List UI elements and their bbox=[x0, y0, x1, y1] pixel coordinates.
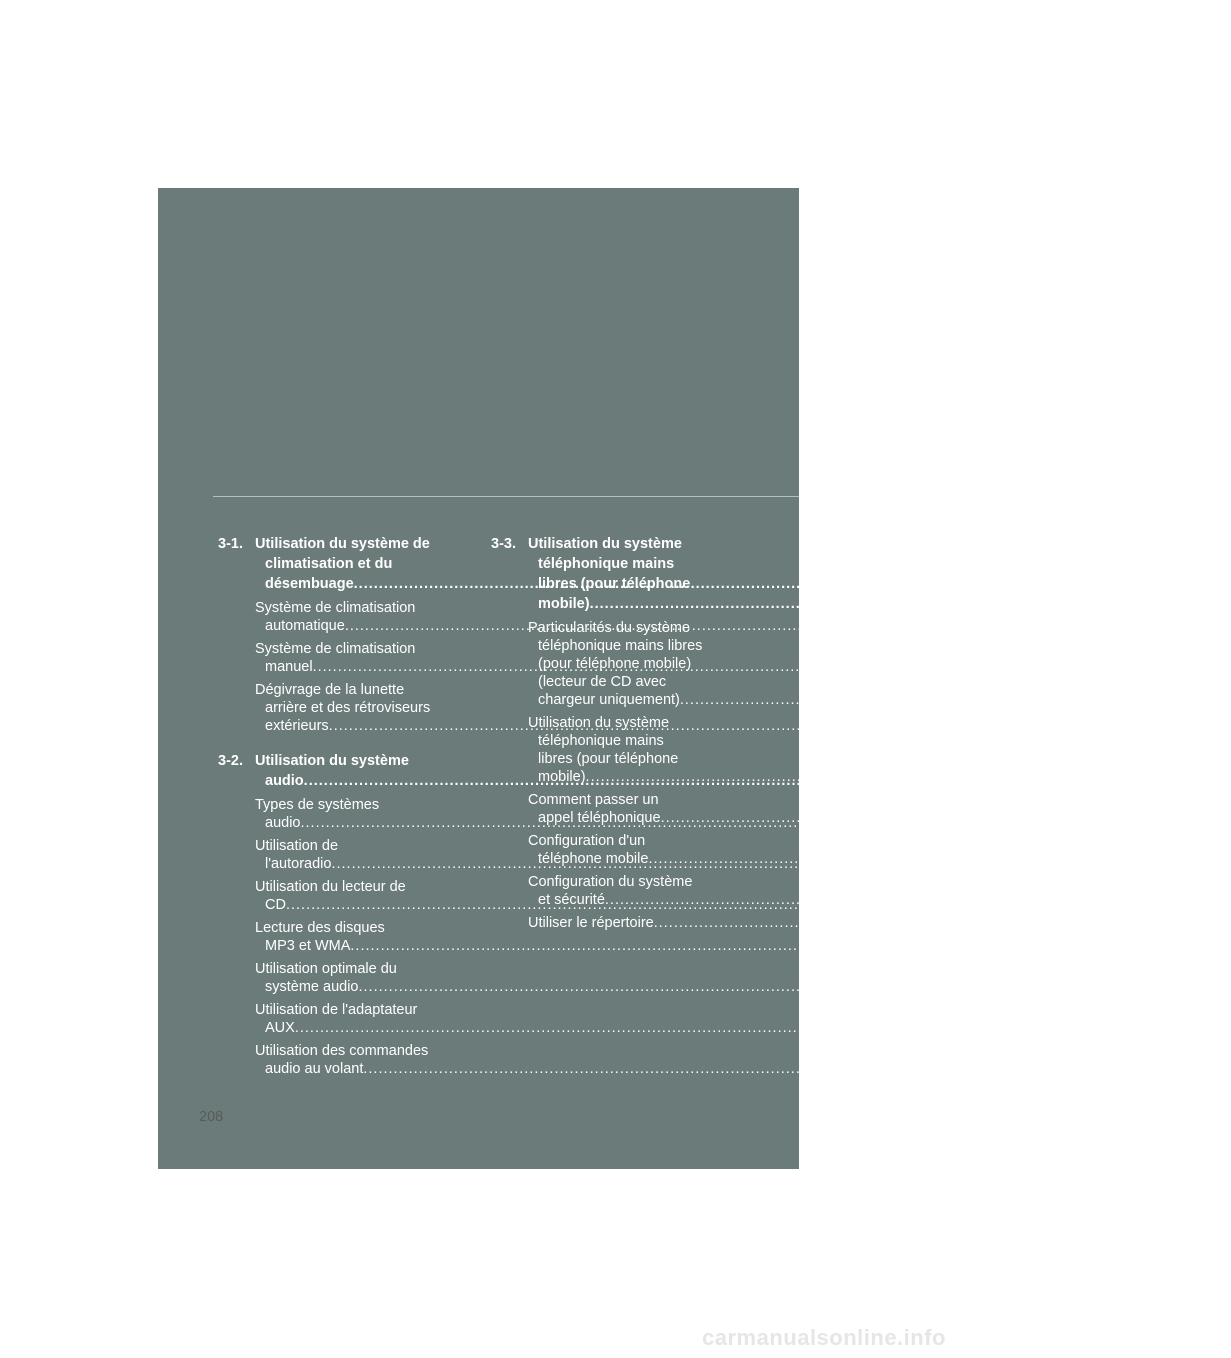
entry-line: téléphonique mains bbox=[538, 733, 664, 749]
dot-leader bbox=[586, 769, 1109, 785]
entry-page-number: 229 bbox=[858, 856, 883, 872]
entry-line: chargeur uniquement) bbox=[538, 692, 680, 708]
entry-page-number: 282 bbox=[1131, 892, 1157, 908]
section-title-row bbox=[528, 594, 1141, 614]
entry-line: Utilisation optimale du bbox=[255, 961, 397, 977]
entry-line: CD bbox=[265, 897, 286, 913]
entry-line: Lecture des disques bbox=[255, 920, 385, 936]
entry-page-number: 253 bbox=[821, 1020, 847, 1036]
entry-page-number: 226 bbox=[827, 815, 852, 831]
page-number: 208 bbox=[199, 1109, 224, 1125]
entry-line: Configuration du système bbox=[528, 874, 693, 890]
dot-leader bbox=[605, 892, 1128, 908]
entry-line: Configuration d'un bbox=[528, 833, 646, 849]
entry-row bbox=[255, 1060, 915, 1078]
entry-row bbox=[528, 914, 1205, 932]
section-title-line: audio bbox=[265, 773, 304, 789]
entry-line: Particularités du système bbox=[528, 620, 690, 636]
entry-line: Utilisation du lecteur de bbox=[255, 879, 406, 895]
section-number: 3-1. bbox=[218, 536, 243, 552]
section-page-number: 226 bbox=[830, 773, 855, 789]
watermark: carmanualsonline.info bbox=[702, 1325, 946, 1350]
section-title-line: libres (pour téléphone bbox=[538, 576, 691, 592]
entry-line: Utilisation du système bbox=[528, 715, 670, 731]
entry-line: Utilisation de bbox=[255, 838, 339, 854]
section-title-line: mobile) bbox=[538, 596, 590, 612]
section-title-line: désembuage bbox=[265, 576, 354, 592]
divider-line bbox=[213, 496, 799, 497]
entry-page-number: 235 bbox=[812, 897, 838, 913]
toc-entry[interactable] bbox=[528, 914, 1205, 932]
entry-line: arrière et des rétroviseurs bbox=[265, 700, 431, 716]
section-title-line: téléphonique mains bbox=[538, 556, 675, 572]
entry-page-number: 224 bbox=[855, 718, 880, 734]
section-number: 3-3. bbox=[491, 536, 516, 552]
entry-line: MP3 et WMA bbox=[265, 938, 351, 954]
dot-leader bbox=[295, 1020, 818, 1036]
dot-leader bbox=[359, 979, 882, 995]
entry-line: Types de systèmes bbox=[255, 797, 380, 813]
entry-line: téléphonique mains libres bbox=[538, 638, 703, 654]
section-page-number: 257 bbox=[1116, 596, 1141, 612]
entry-row bbox=[255, 978, 910, 996]
entry-line: Comment passer un bbox=[528, 792, 659, 808]
section-number: 3-2. bbox=[218, 753, 243, 769]
entry-row bbox=[528, 691, 1231, 709]
entry-line: audio bbox=[265, 815, 301, 831]
entry-line: automatique bbox=[265, 618, 345, 634]
section-title-line: Utilisation du système bbox=[255, 753, 409, 769]
toc-entry[interactable] bbox=[255, 1042, 915, 1078]
toc-entry[interactable] bbox=[255, 960, 910, 996]
entry-line: libres (pour téléphone bbox=[538, 751, 679, 767]
entry-row bbox=[255, 937, 902, 955]
entry-page-number: 277 bbox=[1175, 851, 1200, 867]
entry-page-number: 262 bbox=[1112, 769, 1137, 785]
entry-page-number: 210 bbox=[871, 618, 896, 634]
section-title-line: Utilisation du système de bbox=[255, 536, 430, 552]
entry-line: l'autoradio bbox=[265, 856, 332, 872]
dot-leader bbox=[661, 810, 1184, 826]
entry-line: extérieurs bbox=[265, 718, 329, 734]
entry-line: Système de climatisation bbox=[255, 600, 416, 616]
entry-line: système audio bbox=[265, 979, 359, 995]
entry-line: manuel bbox=[265, 659, 313, 675]
dot-leader bbox=[590, 594, 1113, 614]
entry-line: AUX bbox=[265, 1020, 295, 1036]
section-title bbox=[528, 534, 1141, 614]
entry-page-number: 242 bbox=[877, 938, 902, 954]
entry-page-number: 254 bbox=[890, 1061, 915, 1077]
entry-line: Utilisation de l'adaptateur bbox=[255, 1002, 418, 1018]
dot-leader bbox=[648, 851, 1171, 867]
entry-line: Utilisation des commandes bbox=[255, 1043, 429, 1059]
entry-page-number: 257 bbox=[1206, 692, 1231, 708]
entry-page-number: 286 bbox=[1180, 915, 1205, 931]
section-title-line: Utilisation du système bbox=[528, 536, 682, 552]
entry-line: Dégivrage de la lunette bbox=[255, 682, 405, 698]
dot-leader bbox=[363, 1061, 886, 1077]
entry-line: téléphone mobile bbox=[538, 851, 649, 867]
toc-entry[interactable] bbox=[255, 1001, 847, 1037]
entry-page-number: 272 bbox=[1187, 810, 1212, 826]
entry-line: audio au volant bbox=[265, 1061, 364, 1077]
entry-line: Utiliser le répertoire bbox=[528, 915, 654, 931]
entry-line: Système de climatisation bbox=[255, 641, 416, 657]
entry-line: (lecteur de CD avec bbox=[538, 674, 667, 690]
section-page-number: 210 bbox=[880, 576, 905, 592]
entry-line: mobile) bbox=[538, 769, 586, 785]
entry-page-number: 219 bbox=[839, 659, 864, 675]
dot-leader bbox=[654, 915, 1177, 931]
entry-line: (pour téléphone mobile) bbox=[538, 656, 692, 672]
section-title-line: climatisation et du bbox=[265, 556, 393, 572]
entry-row bbox=[255, 1019, 847, 1037]
entry-line: et sécurité bbox=[538, 892, 605, 908]
entry-page-number: 250 bbox=[885, 979, 910, 995]
entry-line: appel téléphonique bbox=[538, 810, 661, 826]
dot-leader bbox=[680, 692, 1203, 708]
